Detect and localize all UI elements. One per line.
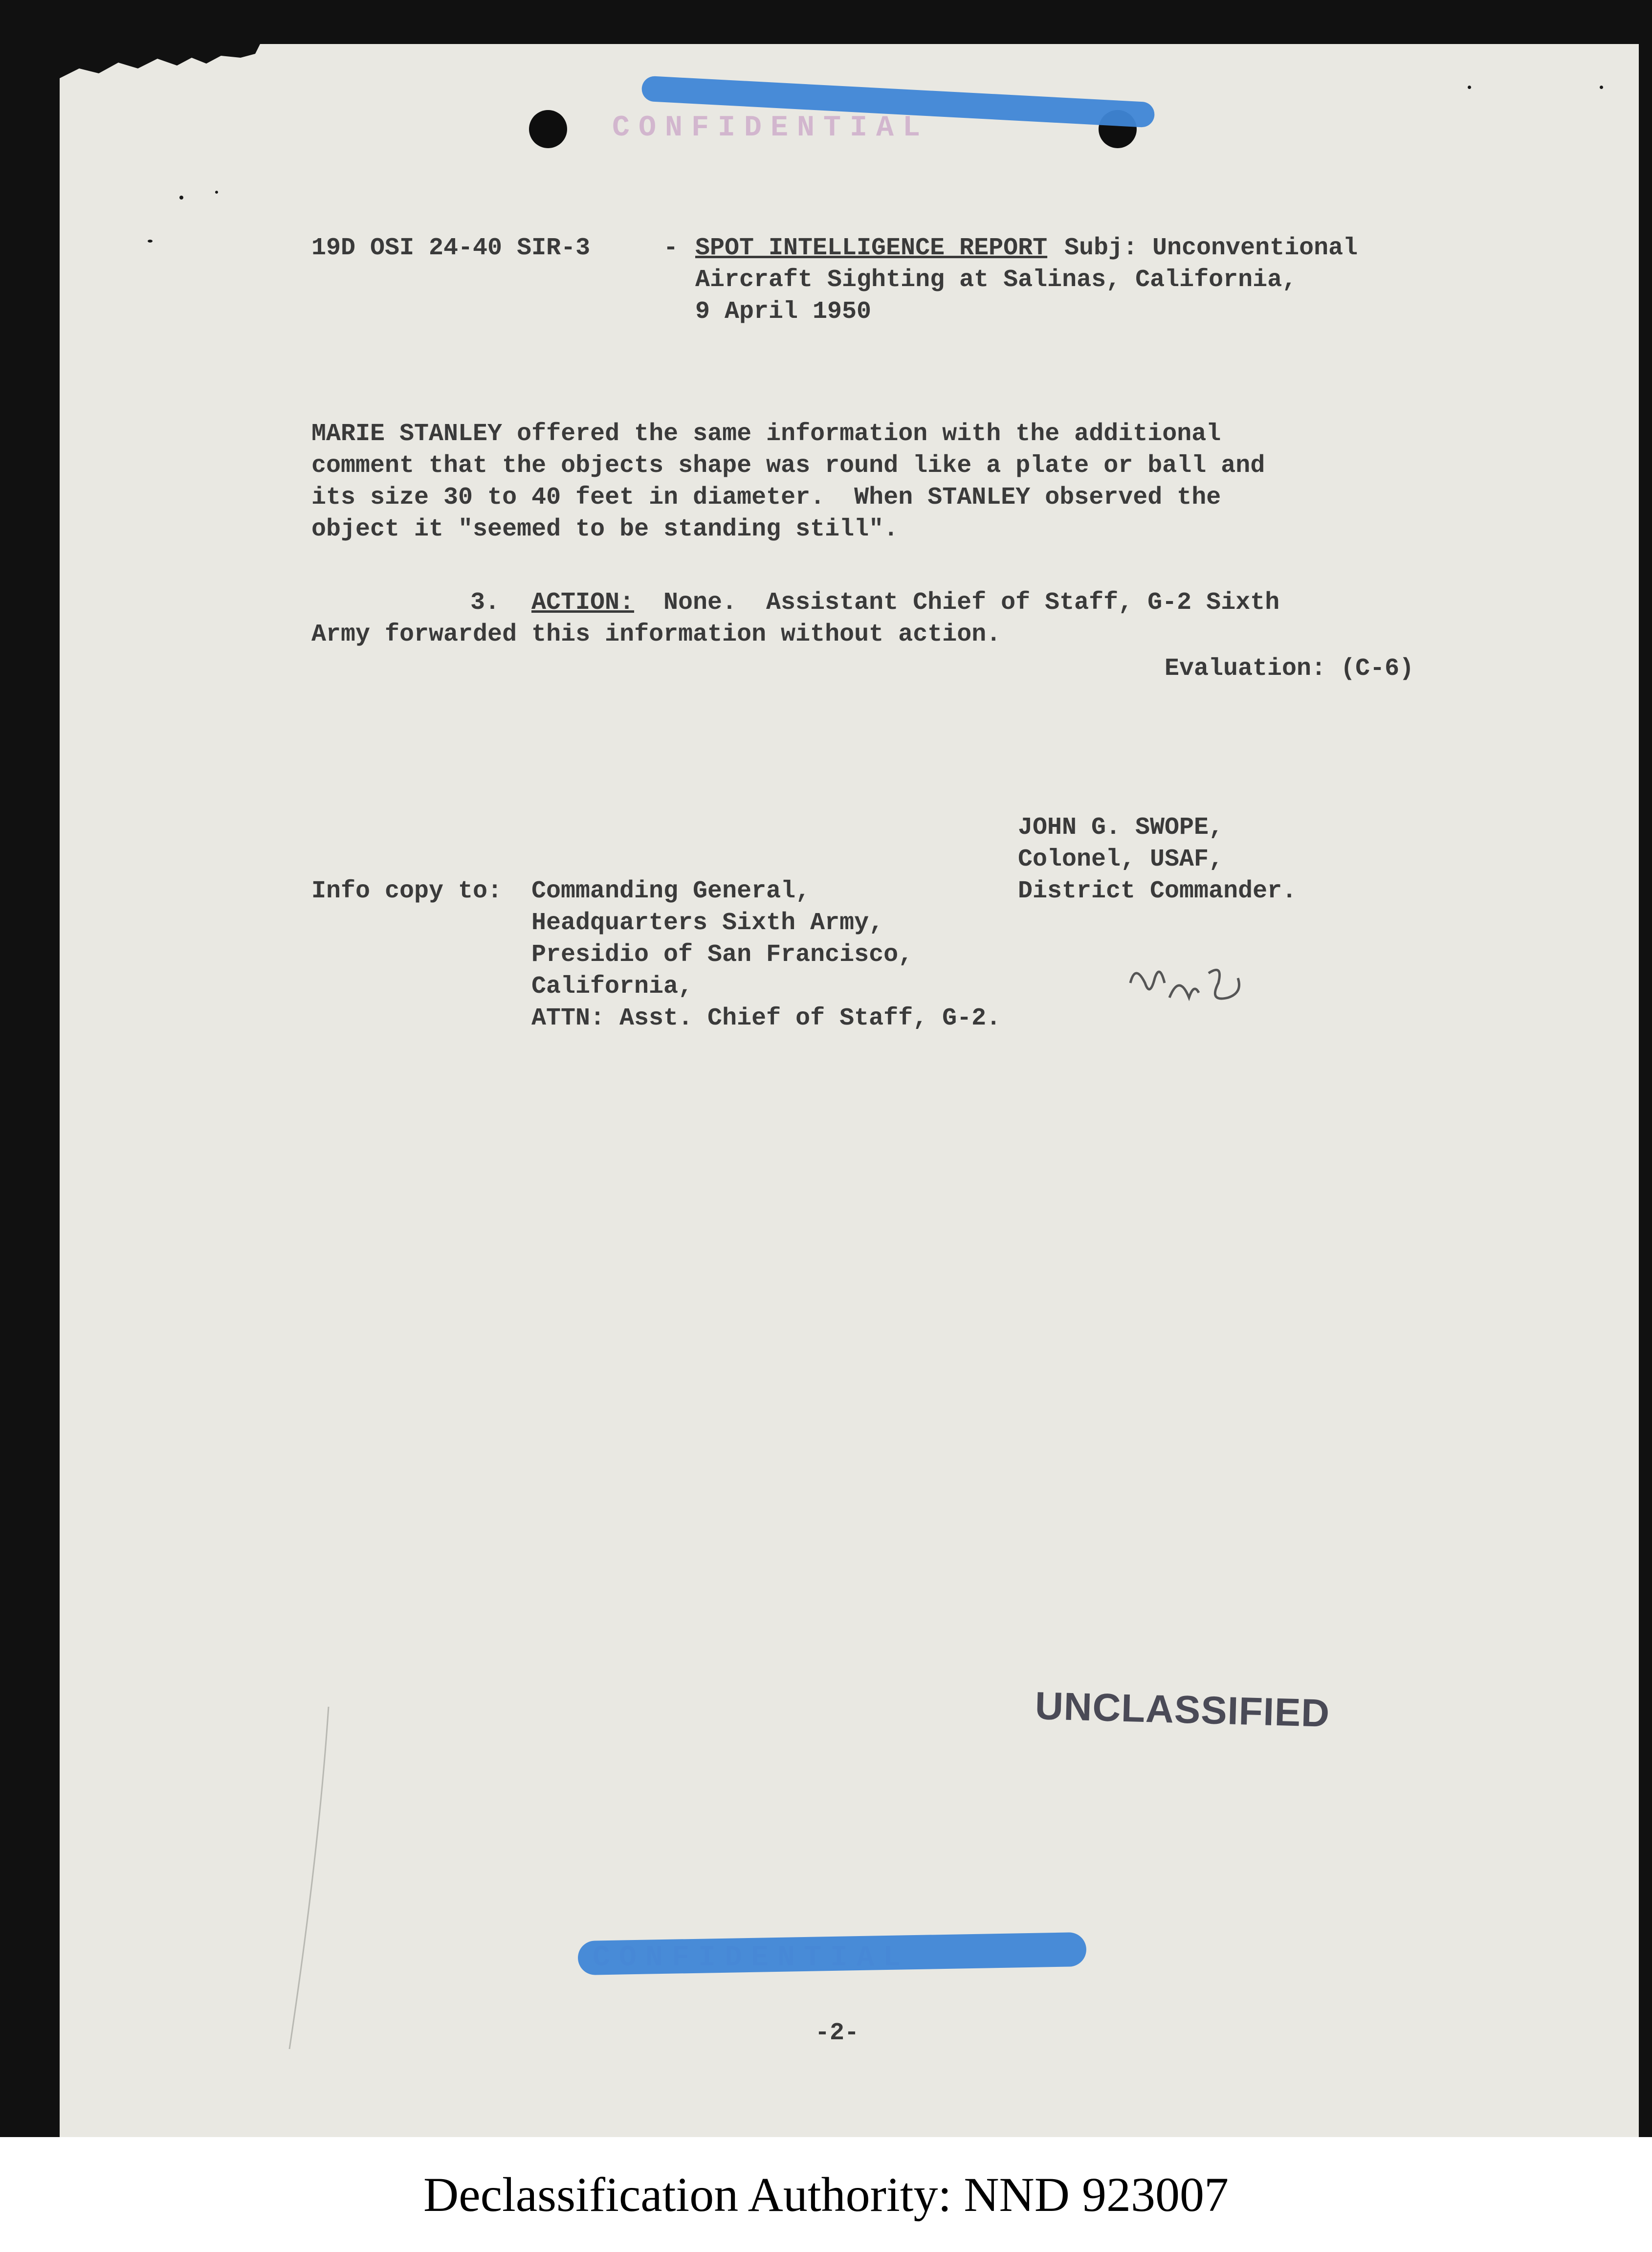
page-number: -2- [815,2019,859,2047]
evaluation: Evaluation: (C-6) [1165,655,1414,683]
paper-scratch [280,1707,338,2049]
torn-corner [60,44,265,103]
action-number: 3. [470,589,500,617]
signer-rank: Colonel, USAF, [1018,846,1224,873]
body-line: object it "seemed to be standing still". [311,515,899,543]
hidden-classification-top: CONFIDENTIAL [612,111,929,145]
speck [1600,86,1603,89]
speck [1468,86,1471,89]
action-line-2: Army forwarded this information without action. [311,621,1001,648]
info-copy-line: California, [531,973,693,1001]
signer-title: District Commander. [1018,877,1297,905]
punch-hole-left [529,110,567,148]
speck [179,196,183,200]
info-copy-line: Presidio of San Francisco, [531,941,913,969]
info-copy-label: Info copy to: [311,877,503,905]
action-label: ACTION: [531,589,635,617]
speck [215,191,218,194]
file-reference: 19D OSI 24-40 SIR-3 [311,234,591,262]
body-line: comment that the objects shape was round like a plate or ball and [311,452,1265,480]
heading-dash: - [663,234,679,262]
body-line: its size 30 to 40 feet in diameter. When STANLEY observed the [311,484,1221,512]
marker-strike-bottom [577,1932,1086,1975]
report-type: SPOT INTELLIGENCE REPORT [695,234,1048,262]
subject-line-1: Subj: Unconventional [1064,234,1358,262]
unclassified-stamp: UNCLASSIFIED [1034,1684,1331,1735]
declassification-footer [0,2137,1652,2252]
signer-name: JOHN G. SWOPE, [1018,814,1224,842]
info-copy-line: Headquarters Sixth Army, [531,909,884,937]
subject-line-3: 9 April 1950 [695,298,872,326]
speck [148,240,153,243]
info-copy-line: Commanding General, [531,877,811,905]
declassification-authority: Declassification Authority: NND 923007 [423,2167,1229,2222]
subject-line-2: Aircraft Sighting at Salinas, California, [695,266,1297,294]
document-page [60,44,1639,2137]
info-copy-line: ATTN: Asst. Chief of Staff, G-2. [531,1004,1001,1032]
action-text: None. Assistant Chief of Staff, G-2 Sixth [649,589,1280,617]
handwritten-initials [1125,954,1321,1012]
body-line: MARIE STANLEY offered the same information with the additional [311,420,1221,448]
